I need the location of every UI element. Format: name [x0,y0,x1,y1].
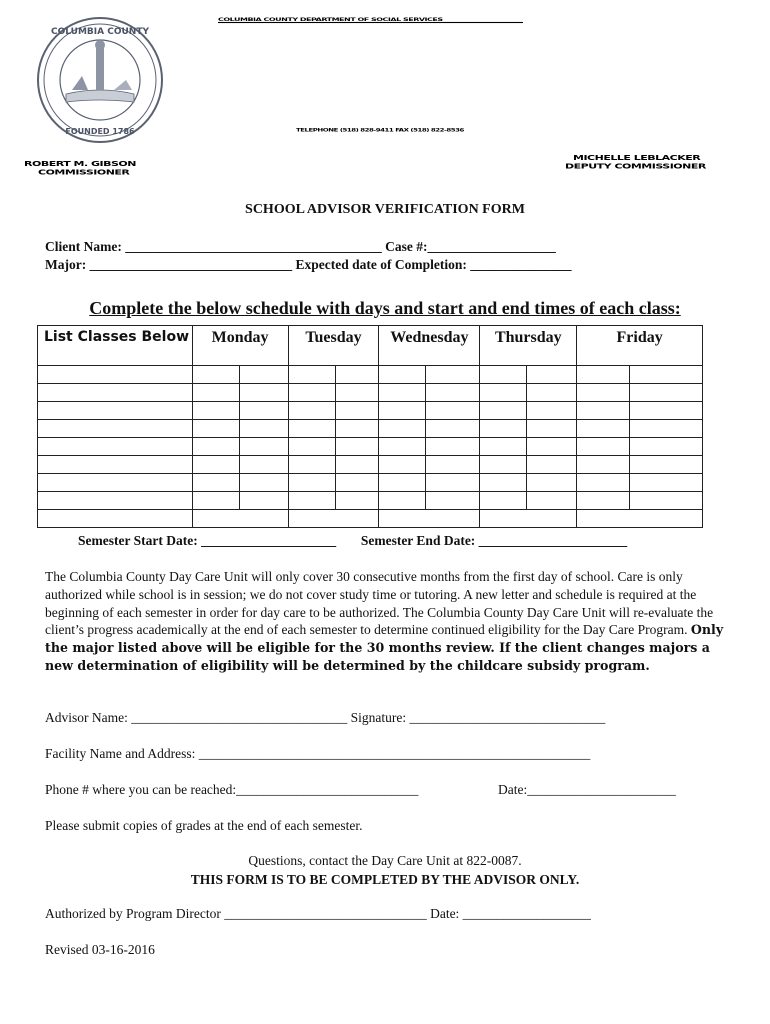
time-cell[interactable] [192,510,288,528]
client-name-field[interactable]: Client Name: ______________________________________ Case #:___________________ [45,239,556,254]
time-cell[interactable] [288,384,379,402]
time-cell[interactable] [480,438,577,456]
time-cell[interactable] [480,420,577,438]
major-field[interactable]: Major: ______________________________ Expected date of Completion: _______________ [45,257,572,272]
time-cell[interactable] [577,474,703,492]
time-cell[interactable] [480,384,577,402]
time-cell[interactable] [288,474,379,492]
time-cell[interactable] [379,474,480,492]
table-row [38,366,703,384]
revised-date: Revised 03-16-2016 [45,942,155,957]
phone-field[interactable]: Phone # where you can be reached:___________________________ [45,782,419,797]
header-classes: List Classes Below [38,326,193,366]
authorized-field[interactable]: Authorized by Program Director ______________________________ Date: ___________________ [45,906,591,921]
time-cell[interactable] [480,366,577,384]
time-cell[interactable] [379,438,480,456]
class-name-cell[interactable] [38,438,193,456]
deputy-block [565,154,706,170]
time-cell[interactable] [288,510,379,528]
commissioner-role: COMMISSIONER [38,168,130,177]
time-cell[interactable] [480,492,577,510]
time-cell[interactable] [288,438,379,456]
time-cell[interactable] [288,402,379,420]
schedule-table [37,325,703,528]
table-row [38,456,703,474]
time-cell[interactable] [192,492,288,510]
time-cell[interactable] [379,384,480,402]
semester-end-field[interactable]: Semester End Date: ______________________ [360,533,628,548]
class-name-cell[interactable] [38,492,193,510]
commissioner-block [24,160,136,176]
class-name-cell[interactable] [38,402,193,420]
semester-dates [78,533,627,549]
table-row [38,510,703,528]
seal-text-top: COLUMBIA COUNTY [51,27,149,37]
time-cell[interactable] [192,366,288,384]
table-row [38,420,703,438]
time-cell[interactable] [480,510,577,528]
time-cell[interactable] [379,510,480,528]
class-name-cell[interactable] [38,510,193,528]
schedule-instruction: Complete the below schedule with days and start and end times of each class: [89,298,681,318]
time-cell[interactable] [577,366,703,384]
time-cell[interactable] [192,474,288,492]
time-cell[interactable] [288,420,379,438]
header-thursday: Thursday [480,326,577,366]
time-cell[interactable] [192,456,288,474]
table-row [38,474,703,492]
header-friday: Friday [577,326,703,366]
commissioner-name: ROBERT M. GIBSON [24,160,136,169]
time-cell[interactable] [577,384,703,402]
time-cell[interactable] [577,456,703,474]
time-cell[interactable] [288,456,379,474]
time-cell[interactable] [192,420,288,438]
time-cell[interactable] [577,438,703,456]
time-cell[interactable] [288,366,379,384]
header-monday: Monday [192,326,288,366]
table-row [38,438,703,456]
time-cell[interactable] [480,402,577,420]
time-cell[interactable] [480,456,577,474]
time-cell[interactable] [577,420,703,438]
class-name-cell[interactable] [38,456,193,474]
table-row [38,384,703,402]
time-cell[interactable] [192,384,288,402]
questions-line: Questions, contact the Day Care Unit at 822-0087. [248,853,522,868]
time-cell[interactable] [379,420,480,438]
class-name-cell[interactable] [38,420,193,438]
county-seal-icon [36,14,164,146]
table-header-row [38,326,703,366]
time-cell[interactable] [379,456,480,474]
policy-paragraph [45,568,730,675]
time-cell[interactable] [288,492,379,510]
seal-text-bottom: FOUNDED 1786 [65,127,135,136]
deputy-name: MICHELLE LEBLACKER [573,154,701,163]
advisor-only-notice: THIS FORM IS TO BE COMPLETED BY THE ADVISOR ONLY. [190,872,580,887]
time-cell[interactable] [577,402,703,420]
letterhead-line: COLUMBIA COUNTY DEPARTMENT OF SOCIAL SERVICES [218,17,523,23]
time-cell[interactable] [577,492,703,510]
time-cell[interactable] [379,402,480,420]
deputy-role: DEPUTY COMMISSIONER [565,162,706,171]
phone-line: TELEPHONE (518) 828-9411 FAX (518) 822-8536 [296,128,464,133]
time-cell[interactable] [379,492,480,510]
class-name-cell[interactable] [38,474,193,492]
advisor-signature-field[interactable]: Advisor Name: ________________________________ Signature: _____________________________ [45,710,606,725]
time-cell[interactable] [577,510,703,528]
date-field[interactable]: Date:______________________ [498,782,676,797]
class-name-cell[interactable] [38,366,193,384]
time-cell[interactable] [379,366,480,384]
policy-bold-text: Only the major listed above will be eligible for the 30 months review. If the client changes majors a new determination of eligibility will be determined by the childcare subsidy program. [45,622,724,673]
facility-field[interactable]: Facility Name and Address: __________________________________________________________ [45,746,591,761]
table-row [38,402,703,420]
time-cell[interactable] [192,402,288,420]
form-title: SCHOOL ADVISOR VERIFICATION FORM [245,202,525,217]
policy-text: The Columbia County Day Care Unit will only cover 30 consecutive months from the first day of school. Care is only authorized while school is in session; we do not cover study time or tutoring. A new letter and schedule is required at the beginning of each semester in order for day care to be authorized. The Columbia County Day Care Unit will re-evaluate the client’s progress academically at the end of each semester to determine continued eligibility for the Day Care Program. [45,569,714,638]
time-cell[interactable] [192,438,288,456]
class-name-cell[interactable] [38,384,193,402]
header-wednesday: Wednesday [379,326,480,366]
submit-note: Please submit copies of grades at the end of each semester. [45,818,363,833]
table-row [38,492,703,510]
time-cell[interactable] [480,474,577,492]
header-tuesday: Tuesday [288,326,379,366]
semester-start-field[interactable]: Semester Start Date: ____________________ [78,533,337,548]
